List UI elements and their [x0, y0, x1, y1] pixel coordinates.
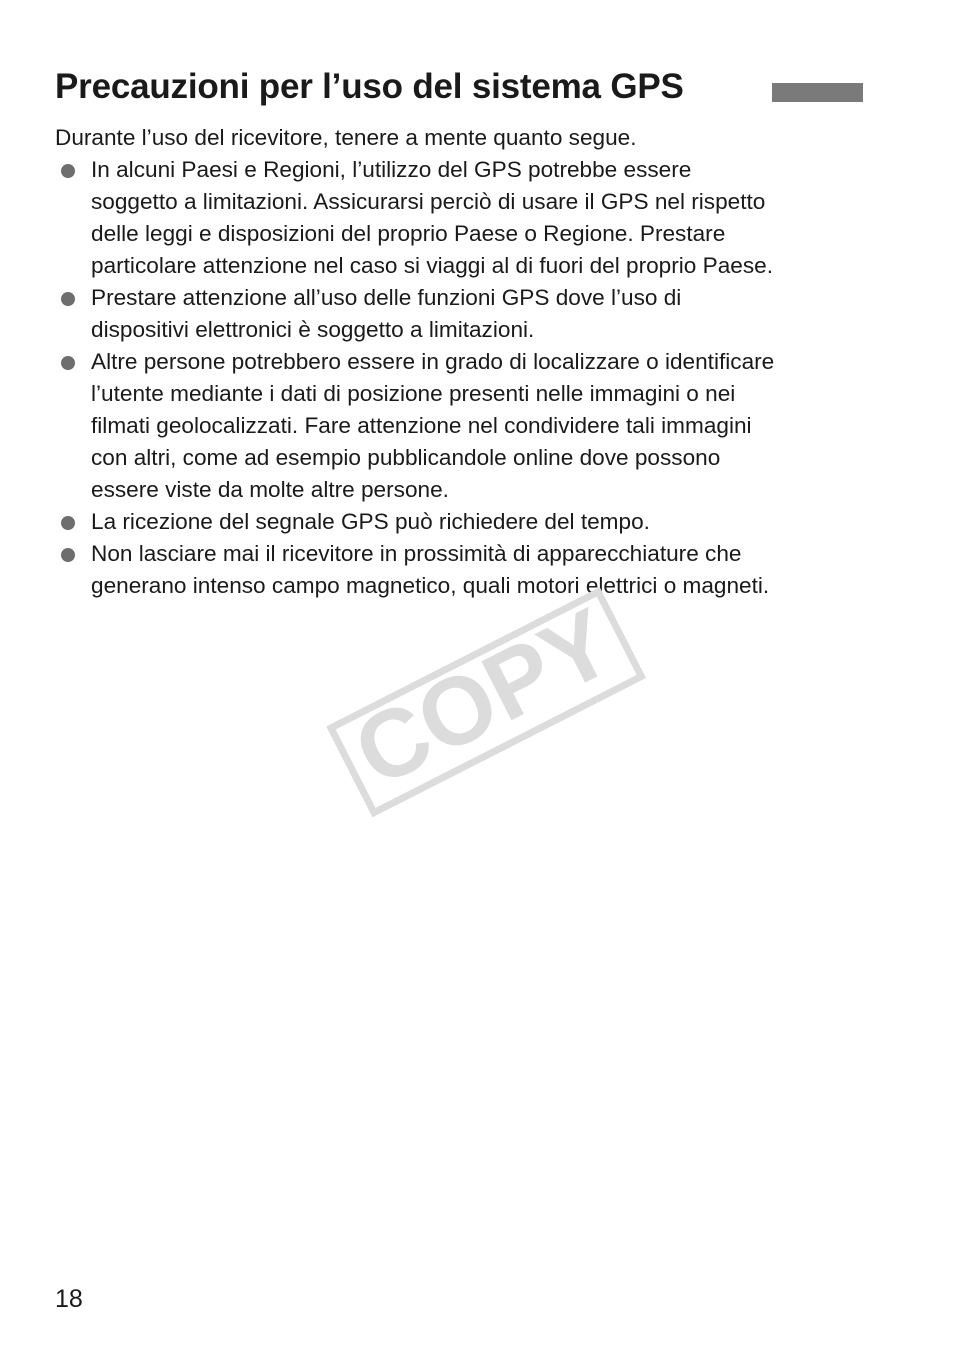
- bullet-3-line-4: con altri, come ad esempio pubblicandole online dove possono: [91, 445, 721, 470]
- bullet-1-line-4: particolare attenzione nel caso si viaggi al di fuori del proprio Paese.: [91, 253, 773, 278]
- page-title: Precauzioni per l’uso del sistema GPS: [55, 67, 684, 106]
- bullet-dot-icon: [61, 292, 75, 306]
- watermark-frame: [331, 592, 641, 813]
- copy-watermark: [300, 580, 670, 820]
- bullet-2-line-1: Prestare attenzione all’uso delle funzioni GPS dove l’uso di: [91, 285, 682, 310]
- watermark-text: COPY: [338, 588, 630, 808]
- bullet-5-line-1: Non lasciare mai il ricevitore in prossimità di apparecchiature che: [91, 541, 742, 566]
- bullet-1-line-3: delle leggi e disposizioni del proprio Paese o Regione. Prestare: [91, 221, 726, 246]
- page-number: 18: [55, 1285, 83, 1313]
- bullet-1-line-1: In alcuni Paesi e Regioni, l’utilizzo del GPS potrebbe essere: [91, 157, 692, 182]
- bullet-2-line-2: dispositivi elettronici è soggetto a limitazioni.: [91, 317, 535, 342]
- bullet-3-line-3: filmati geolocalizzati. Fare attenzione nel condividere tali immagini: [91, 413, 752, 438]
- bullet-3-line-2: l’utente mediante i dati di posizione presenti nelle immagini o nei: [91, 381, 736, 406]
- intro-text: Durante l’uso del ricevitore, tenere a mente quanto segue.: [55, 125, 637, 150]
- bullet-dot-icon: [61, 356, 75, 370]
- bullet-5-line-2: generano intenso campo magnetico, quali motori elettrici o magneti.: [91, 573, 770, 598]
- bullet-dot-icon: [61, 164, 75, 178]
- bullet-4-line-1: La ricezione del segnale GPS può richiedere del tempo.: [91, 509, 650, 534]
- bullet-3-line-1: Altre persone potrebbero essere in grado di localizzare o identificare: [91, 349, 775, 374]
- bullet-dot-icon: [61, 516, 75, 530]
- bullet-1-line-2: soggetto a limitazioni. Assicurarsi perciò di usare il GPS nel rispetto: [91, 189, 766, 214]
- bullet-dot-icon: [61, 548, 75, 562]
- title-decoration-bar: [772, 83, 863, 102]
- bullet-3-line-5: essere viste da molte altre persone.: [91, 477, 449, 502]
